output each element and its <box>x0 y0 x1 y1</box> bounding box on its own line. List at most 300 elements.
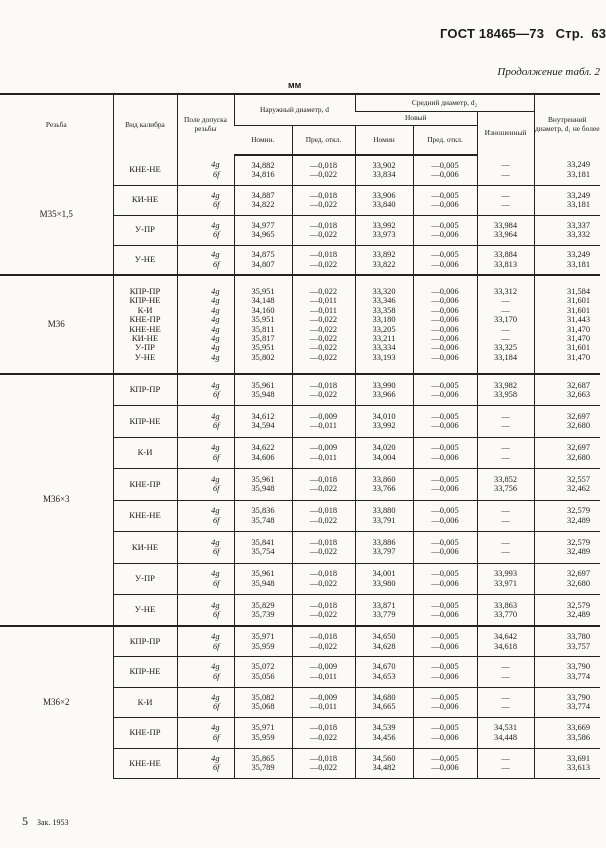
pitch-diameter-deviation-value: —0,006 <box>431 259 459 269</box>
pitch-diameter-nominal-value: 33,205 <box>372 324 396 334</box>
pitch-diameter-deviation-value: —0,006 <box>431 452 459 462</box>
pitch-diameter-nominal <box>355 245 413 275</box>
tolerance-field-value: 4g <box>211 160 220 170</box>
tolerance-field-value: 6f <box>212 390 220 399</box>
pitch-diameter-nominal-value: 34,539 <box>372 723 396 733</box>
col-new-header: Новый <box>355 112 477 126</box>
pitch-diameter-deviation-value: —0,006 <box>431 315 459 325</box>
pitch-diameter-deviation-value: —0,006 <box>431 484 459 494</box>
tolerance-field-value: 6f <box>212 732 220 742</box>
pitch-diameter-worn-value: — <box>501 753 510 763</box>
pitch-diameter-nominal <box>355 532 413 564</box>
pitch-diameter-worn <box>477 687 534 718</box>
tolerance-field-value: 6f <box>212 610 220 619</box>
outer-diameter-nominal-value: 35,971 <box>251 632 275 642</box>
inner-diameter <box>534 275 600 374</box>
outer-diameter-deviation-value: —0,018 <box>309 380 338 390</box>
gauge-type-value: К-И <box>137 304 153 315</box>
tolerance-field <box>177 626 234 657</box>
pitch-diameter-nominal-value: 33,797 <box>372 547 396 557</box>
tolerance-field-value: 4g <box>211 443 220 453</box>
outer-diameter-nominal-value: 35,829 <box>251 600 275 610</box>
outer-diameter-deviation-value: —0,022 <box>309 343 338 353</box>
inner-diameter-value: 33,613 <box>567 763 591 773</box>
inner-diameter <box>534 563 600 595</box>
pitch-diameter-nominal-value: 33,840 <box>372 200 396 209</box>
inner-diameter <box>534 718 600 749</box>
tolerance-field-value: 4g <box>211 537 220 547</box>
inner-diameter-value: 31,470 <box>567 324 591 334</box>
pitch-diameter-nominal-value: 33,980 <box>372 578 396 588</box>
outer-diameter-deviation <box>292 595 355 627</box>
outer-diameter-deviation <box>292 374 355 406</box>
pitch-diameter-deviation-value: —0,005 <box>431 160 459 170</box>
pitch-diameter-worn <box>477 185 534 215</box>
col-pitch-nominal-header: Номин <box>355 126 413 156</box>
pitch-diameter-deviation-value: —0,006 <box>431 547 459 557</box>
outer-diameter-deviation-value: —0,018 <box>309 632 338 642</box>
pitch-diameter-nominal-value: 33,346 <box>372 296 396 306</box>
pitch-diameter-deviation-value: —0,005 <box>431 443 459 453</box>
tolerance-field-value: 4g <box>211 474 220 484</box>
outer-diameter-deviation-value: —0,018 <box>309 600 338 610</box>
outer-diameter-deviation-value: —0,018 <box>309 474 338 484</box>
pitch-diameter-worn <box>477 437 534 469</box>
pitch-diameter-nominal-value: 34,680 <box>372 692 396 702</box>
pitch-diameter-deviation-value: —0,006 <box>431 641 459 651</box>
pitch-diameter-worn-value: 33,971 <box>494 578 518 588</box>
outer-diameter-nominal-value: 34,160 <box>251 305 275 315</box>
outer-diameter-nominal-value: 35,072 <box>251 662 275 672</box>
pitch-diameter-nominal-value: 34,653 <box>372 671 396 681</box>
tolerance-field <box>177 532 234 564</box>
pitch-diameter-worn-value: 33,982 <box>494 380 518 390</box>
tolerance-field <box>177 374 234 406</box>
pitch-diameter-nominal-value: 34,482 <box>372 763 396 773</box>
inner-diameter-value: 33,790 <box>567 692 591 702</box>
outer-diameter-nominal-value: 34,148 <box>251 296 275 306</box>
outer-diameter-nominal <box>234 469 292 501</box>
pitch-diameter-worn-value: — <box>501 305 510 315</box>
pitch-diameter-worn-value: — <box>501 200 510 209</box>
inner-diameter-value: 32,489 <box>567 610 591 619</box>
inner-diameter-value: 33,790 <box>567 662 591 672</box>
outer-diameter-deviation-value: —0,018 <box>309 569 338 579</box>
inner-diameter-value: 31,601 <box>567 343 591 353</box>
pitch-diameter-nominal-value: 33,822 <box>372 259 396 269</box>
outer-diameter-deviation <box>292 563 355 595</box>
tolerance-field <box>177 748 234 779</box>
inner-diameter <box>534 469 600 501</box>
pitch-diameter-worn <box>477 245 534 275</box>
pitch-diameter-worn-value: 34,531 <box>494 723 518 733</box>
inner-diameter <box>534 532 600 564</box>
outer-diameter-deviation-value: —0,011 <box>310 421 337 431</box>
inner-diameter <box>534 406 600 438</box>
pitch-diameter-deviation-value: —0,005 <box>431 506 459 516</box>
page-label: Стр. <box>555 26 584 41</box>
pitch-diameter-nominal-value: 33,973 <box>372 230 396 239</box>
thread-designation: М36 <box>0 275 113 374</box>
pitch-diameter-nominal-value: 33,860 <box>372 474 396 484</box>
gauge-type: КНЕ-НЕ <box>113 500 177 532</box>
outer-diameter-nominal-value: 35,817 <box>251 333 275 343</box>
pitch-diameter-nominal-value: 34,004 <box>372 452 396 462</box>
gauge-type-value: КНЕ-НЕ <box>129 323 161 334</box>
inner-diameter-value: 32,680 <box>567 578 591 588</box>
pitch-diameter-deviation <box>413 185 477 215</box>
pitch-diameter-deviation <box>413 275 477 374</box>
outer-diameter-nominal-value: 35,959 <box>251 641 275 651</box>
inner-diameter-value: 31,470 <box>567 333 591 343</box>
inner-diameter <box>534 500 600 532</box>
tolerance-field-value: 6f <box>212 578 220 588</box>
pitch-diameter-worn-value: 33,958 <box>494 390 518 399</box>
outer-diameter-deviation-value: —0,022 <box>309 352 338 362</box>
pitch-diameter-deviation <box>413 626 477 657</box>
pitch-diameter-worn-value: 33,325 <box>494 343 518 353</box>
page-number: 63 <box>591 26 606 41</box>
gauge-type: К-И <box>113 687 177 718</box>
pitch-diameter-nominal <box>355 185 413 215</box>
pitch-diameter-deviation-value: —0,006 <box>431 230 459 239</box>
outer-diameter-nominal-value: 34,882 <box>251 160 275 170</box>
pitch-diameter-deviation-value: —0,005 <box>431 250 459 260</box>
tolerance-field <box>177 500 234 532</box>
outer-diameter-deviation <box>292 185 355 215</box>
pitch-diameter-nominal <box>355 155 413 185</box>
outer-diameter-deviation-value: —0,022 <box>309 286 338 296</box>
pitch-diameter-deviation-value: —0,006 <box>431 732 459 742</box>
pitch-diameter-worn <box>477 748 534 779</box>
pitch-diameter-nominal-value: 33,892 <box>372 250 396 260</box>
outer-diameter-nominal-value: 35,951 <box>251 343 275 353</box>
pitch-diameter-worn-value: — <box>501 692 510 702</box>
tolerance-field-value: 4g <box>211 380 220 390</box>
pitch-diameter-nominal-value: 34,456 <box>372 732 396 742</box>
pitch-diameter-worn-value: — <box>501 671 510 681</box>
pitch-diameter-nominal <box>355 595 413 627</box>
pitch-diameter-deviation-value: —0,006 <box>431 610 459 619</box>
pitch-diameter-deviation-value: —0,006 <box>431 286 459 296</box>
pitch-diameter-deviation <box>413 532 477 564</box>
outer-diameter-nominal-value: 35,754 <box>251 547 275 557</box>
pitch-diameter-nominal <box>355 469 413 501</box>
outer-diameter-nominal-value: 35,961 <box>251 569 275 579</box>
pitch-diameter-nominal-value: 34,628 <box>372 641 396 651</box>
outer-diameter-deviation <box>292 437 355 469</box>
outer-diameter-nominal-value: 34,612 <box>251 411 275 421</box>
outer-diameter-nominal-value: 35,948 <box>251 578 275 588</box>
outer-diameter-deviation <box>292 748 355 779</box>
outer-diameter-nominal-value: 35,748 <box>251 515 275 525</box>
outer-diameter-deviation-value: —0,009 <box>309 443 338 453</box>
pitch-diameter-deviation <box>413 406 477 438</box>
pitch-diameter-worn-value: 33,170 <box>494 315 518 325</box>
col-outer-nominal-header: Номин. <box>234 126 292 156</box>
pitch-diameter-nominal-value: 33,834 <box>372 170 396 180</box>
gauge-type: КНЕ-ПР <box>113 469 177 501</box>
inner-diameter-value: 32,489 <box>567 547 591 557</box>
pitch-diameter-deviation-value: —0,006 <box>431 671 459 681</box>
pitch-diameter-nominal <box>355 687 413 718</box>
inner-diameter-value: 33,181 <box>567 169 591 179</box>
outer-diameter-deviation-value: —0,022 <box>309 484 338 494</box>
outer-diameter-deviation-value: —0,011 <box>310 702 337 712</box>
inner-diameter <box>534 185 600 215</box>
pitch-diameter-nominal-value: 33,358 <box>372 305 396 315</box>
inner-diameter <box>534 215 600 245</box>
outer-diameter-nominal-value: 35,739 <box>251 610 275 619</box>
outer-diameter-nominal <box>234 437 292 469</box>
footer-order: Зак. 1953 <box>37 818 69 827</box>
pitch-diameter-worn-value: 33,964 <box>494 230 518 239</box>
tolerance-field-value: 4g <box>211 723 220 733</box>
outer-diameter-nominal-value: 35,056 <box>251 671 275 681</box>
tolerance-field-value: 4g <box>211 600 220 610</box>
pitch-diameter-nominal-value: 33,906 <box>372 190 396 200</box>
pitch-diameter-worn-value: — <box>501 296 510 306</box>
outer-diameter-nominal-value: 34,622 <box>251 443 275 453</box>
pitch-diameter-deviation-value: —0,005 <box>431 600 459 610</box>
pitch-diameter-deviation-value: —0,005 <box>431 569 459 579</box>
outer-diameter-deviation <box>292 532 355 564</box>
standard-number: ГОСТ 18465—73 <box>440 26 545 41</box>
outer-diameter-nominal <box>234 687 292 718</box>
pitch-diameter-nominal-value: 34,020 <box>372 443 396 453</box>
outer-diameter-deviation-value: —0,018 <box>309 537 338 547</box>
outer-diameter-deviation-value: —0,022 <box>309 200 338 209</box>
outer-diameter-deviation-value: —0,018 <box>309 160 338 170</box>
pitch-diameter-worn-value: — <box>501 515 510 525</box>
outer-diameter-nominal-value: 34,816 <box>251 170 275 180</box>
tolerance-field-value: 4g <box>211 506 220 516</box>
inner-diameter <box>534 626 600 657</box>
pitch-diameter-deviation-value: —0,005 <box>431 632 459 642</box>
outer-diameter-nominal <box>234 406 292 438</box>
tolerance-field-value: 6f <box>212 484 220 494</box>
inner-diameter-value: 32,697 <box>567 443 591 453</box>
pitch-diameter-deviation-value: —0,005 <box>431 190 459 200</box>
inner-diameter-value: 33,332 <box>567 230 591 239</box>
pitch-diameter-worn <box>477 469 534 501</box>
gauge-type <box>113 275 177 374</box>
outer-diameter-nominal <box>234 275 292 374</box>
pitch-diameter-worn <box>477 215 534 245</box>
pitch-diameter-deviation <box>413 718 477 749</box>
outer-diameter-deviation <box>292 626 355 657</box>
outer-diameter-nominal-value: 35,841 <box>251 537 275 547</box>
pitch-diameter-worn-value: — <box>501 702 510 712</box>
tolerance-field-value: 6f <box>212 452 220 462</box>
outer-diameter-deviation <box>292 275 355 374</box>
pitch-diameter-deviation-value: —0,006 <box>431 296 459 306</box>
pitch-diameter-worn-value: — <box>501 324 510 334</box>
pitch-diameter-deviation <box>413 563 477 595</box>
pitch-diameter-nominal <box>355 215 413 245</box>
outer-diameter-nominal <box>234 155 292 185</box>
outer-diameter-nominal-value: 35,951 <box>251 286 275 296</box>
outer-diameter-nominal-value: 34,606 <box>251 452 275 462</box>
pitch-diameter-deviation-value: —0,006 <box>431 343 459 353</box>
pitch-diameter-deviation-value: —0,006 <box>431 702 459 712</box>
pitch-diameter-deviation-value: —0,006 <box>431 305 459 315</box>
col-tolerance-header: Поле допуска резьбы <box>177 94 234 155</box>
outer-diameter-deviation-value: —0,022 <box>309 324 338 334</box>
gauge-type: КПР-ПР <box>113 626 177 657</box>
gauge-type: КИ-НЕ <box>113 532 177 564</box>
tolerance-field <box>177 687 234 718</box>
pitch-diameter-deviation-value: —0,005 <box>431 537 459 547</box>
tolerance-field-value: 4g <box>211 190 220 200</box>
pitch-diameter-worn-value: 33,756 <box>494 484 518 494</box>
tolerance-field <box>177 245 234 275</box>
pitch-diameter-worn-value: 34,642 <box>494 632 518 642</box>
pitch-diameter-deviation-value: —0,005 <box>431 723 459 733</box>
pitch-diameter-nominal-value: 33,320 <box>372 286 396 296</box>
outer-diameter-deviation-value: —0,022 <box>309 333 338 343</box>
thread-designation: М35×1,5 <box>0 155 113 275</box>
pitch-diameter-deviation <box>413 469 477 501</box>
outer-diameter-nominal <box>234 657 292 688</box>
pitch-diameter-worn-value: — <box>501 169 510 179</box>
gauge-type: КПР-НЕ <box>113 657 177 688</box>
pitch-diameter-deviation-value: —0,006 <box>431 324 459 334</box>
pitch-diameter-deviation-value: —0,005 <box>431 474 459 484</box>
pitch-diameter-deviation-value: —0,005 <box>431 692 459 702</box>
pitch-diameter-worn-value: — <box>501 190 510 200</box>
pitch-diameter-worn <box>477 595 534 627</box>
pitch-diameter-deviation-value: —0,005 <box>431 662 459 672</box>
inner-diameter <box>534 748 600 779</box>
tolerance-field-value: 6f <box>212 671 220 681</box>
outer-diameter-deviation <box>292 718 355 749</box>
outer-diameter-nominal <box>234 215 292 245</box>
table-row <box>0 374 600 406</box>
tolerance-field-value: 4g <box>211 662 220 672</box>
outer-diameter-deviation-value: —0,011 <box>310 671 337 681</box>
tolerance-field <box>177 215 234 245</box>
inner-diameter-value: 33,586 <box>567 732 591 742</box>
tolerance-field-value: 4g <box>211 324 220 334</box>
tolerance-field-value: 4g <box>211 296 220 306</box>
outer-diameter-deviation <box>292 406 355 438</box>
tolerance-field <box>177 155 234 185</box>
pitch-diameter-worn-value: 34,448 <box>494 732 518 742</box>
outer-diameter-deviation-value: —0,022 <box>309 170 338 180</box>
col-pitch-deviation-header: Пред. откл. <box>413 126 477 156</box>
page-footer <box>22 814 68 829</box>
outer-diameter-nominal <box>234 718 292 749</box>
pitch-diameter-deviation <box>413 155 477 185</box>
pitch-diameter-deviation-value: —0,005 <box>431 220 459 230</box>
inner-diameter-value: 32,663 <box>567 390 591 399</box>
tolerance-field-value: 6f <box>212 259 220 269</box>
outer-diameter-deviation-value: —0,022 <box>309 547 338 557</box>
pitch-diameter-worn-value: — <box>501 443 510 453</box>
outer-diameter-deviation-value: —0,018 <box>309 190 338 200</box>
inner-diameter <box>534 595 600 627</box>
pitch-diameter-worn <box>477 532 534 564</box>
pitch-diameter-deviation <box>413 500 477 532</box>
pitch-diameter-nominal-value: 33,180 <box>372 315 396 325</box>
pitch-diameter-worn <box>477 155 534 185</box>
table-continuation-note: Продолжение табл. 2 <box>497 66 600 78</box>
pitch-diameter-deviation <box>413 657 477 688</box>
outer-diameter-nominal-value: 35,961 <box>251 380 275 390</box>
pitch-diameter-deviation <box>413 215 477 245</box>
tolerance-field-value: 4g <box>211 411 220 421</box>
gauge-type-value: КИ-НЕ <box>131 332 159 343</box>
gauge-type: КНЕ-НЕ <box>113 155 177 185</box>
tolerance-field-value: 4g <box>211 692 220 702</box>
inner-diameter-value: 33,691 <box>567 753 591 763</box>
tolerance-field-value: 4g <box>211 569 220 579</box>
pitch-diameter-worn-value: 33,312 <box>494 286 518 296</box>
outer-diameter-deviation <box>292 155 355 185</box>
pitch-diameter-nominal-value: 33,992 <box>372 220 396 230</box>
pitch-diameter-worn-value: — <box>501 662 510 672</box>
pitch-diameter-deviation-value: —0,006 <box>431 352 459 362</box>
tolerance-field <box>177 563 234 595</box>
outer-diameter-nominal-value: 35,789 <box>251 763 275 773</box>
pitch-diameter-worn <box>477 275 534 374</box>
pitch-diameter-deviation <box>413 245 477 275</box>
inner-diameter-value: 32,489 <box>567 515 591 525</box>
pitch-diameter-nominal-value: 33,871 <box>372 600 396 610</box>
table-row <box>0 626 600 657</box>
col-outer-deviation-header: Пред. откл. <box>292 126 355 156</box>
tolerance-field <box>177 437 234 469</box>
pitch-diameter-nominal-value: 33,886 <box>372 537 396 547</box>
pitch-diameter-deviation <box>413 437 477 469</box>
outer-diameter-deviation-value: —0,022 <box>309 610 338 619</box>
outer-diameter-nominal-value: 35,068 <box>251 702 275 712</box>
gauge-type-value: У-НЕ <box>134 351 156 362</box>
pitch-diameter-worn-value: — <box>501 452 510 462</box>
pitch-diameter-nominal-value: 33,791 <box>372 515 396 525</box>
gauge-type: У-ПР <box>113 215 177 245</box>
pitch-diameter-worn-value: — <box>501 421 510 431</box>
inner-diameter <box>534 245 600 275</box>
gauge-type: КИ-НЕ <box>113 185 177 215</box>
inner-diameter-value: 33,757 <box>567 641 591 651</box>
tolerance-field-value: 4g <box>211 352 220 362</box>
gauge-type-value: КНЕ-ПР <box>129 314 161 325</box>
pitch-diameter-deviation <box>413 595 477 627</box>
outer-diameter-nominal <box>234 626 292 657</box>
table-row <box>0 275 600 374</box>
outer-diameter-nominal-value: 34,977 <box>251 220 275 230</box>
pitch-diameter-worn-value: 33,813 <box>494 259 518 269</box>
outer-diameter-deviation-value: —0,022 <box>309 390 338 399</box>
tolerance-field-value: 4g <box>211 333 220 343</box>
gauge-type: КНЕ-НЕ <box>113 748 177 779</box>
outer-diameter-deviation-value: —0,022 <box>309 732 338 742</box>
pitch-diameter-worn <box>477 563 534 595</box>
inner-diameter-value: 31,601 <box>567 296 591 306</box>
pitch-diameter-nominal <box>355 437 413 469</box>
inner-diameter-value: 32,579 <box>567 537 591 547</box>
pitch-diameter-nominal-value: 33,992 <box>372 421 396 431</box>
pitch-diameter-worn <box>477 626 534 657</box>
outer-diameter-nominal-value: 35,948 <box>251 390 275 399</box>
outer-diameter-nominal-value: 34,875 <box>251 250 275 260</box>
pitch-diameter-nominal-value: 33,334 <box>372 343 396 353</box>
inner-diameter-value: 33,249 <box>567 190 591 200</box>
pitch-diameter-worn-value: 33,993 <box>494 569 518 579</box>
outer-diameter-nominal-value: 35,951 <box>251 315 275 325</box>
